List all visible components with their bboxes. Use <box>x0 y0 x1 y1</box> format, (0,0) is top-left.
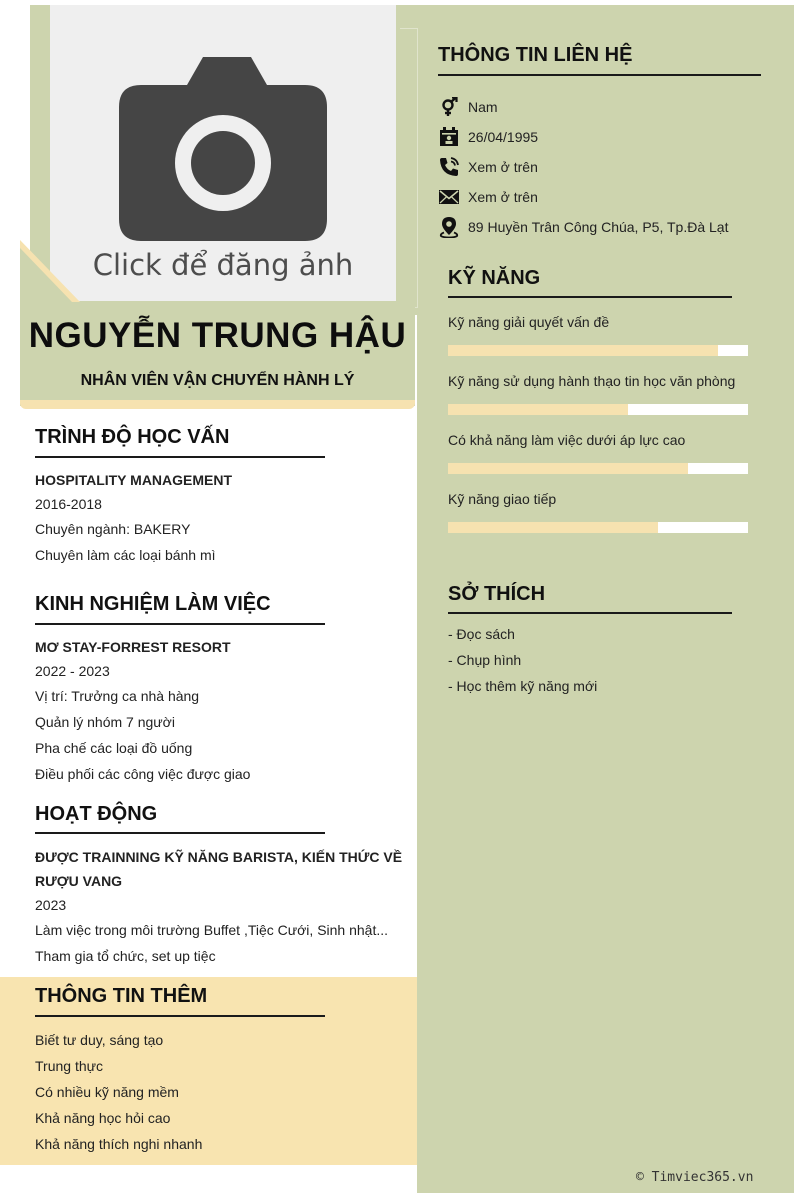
camera-icon <box>119 57 327 241</box>
experience-company: MƠ STAY-FORREST RESORT <box>35 639 231 655</box>
skill-label: Kỹ năng giải quyết vấn đề <box>448 314 610 330</box>
activity-year: 2023 <box>35 897 67 913</box>
mail-icon <box>438 186 460 208</box>
upload-photo-label: Click để đăng ảnh <box>92 248 354 282</box>
job-title: NHÂN VIÊN VẬN CHUYỂN HÀNH LÝ <box>80 372 355 389</box>
extra-info-line: Khả năng học hỏi cao <box>35 1110 171 1126</box>
extra-info-line: Trung thực <box>35 1058 103 1074</box>
skill-bar-fill <box>448 345 718 356</box>
contact-heading: THÔNG TIN LIÊN HỆ <box>438 44 633 66</box>
activity-line: Làm việc trong môi trường Buffet ,Tiệc Cưới, Sinh nhật... <box>35 922 389 938</box>
skill-label: Kỹ năng sử dụng hành thạo tin học văn phòng <box>448 373 736 389</box>
education-detail: Chuyên làm các loại bánh mì <box>35 547 216 563</box>
contact-gender <box>438 96 498 118</box>
education-school: HOSPITALITY MANAGEMENT <box>35 472 233 488</box>
hobby-item: - Đọc sách <box>448 626 515 642</box>
experience-line: Vị trí: Trưởng ca nhà hàng <box>35 688 200 704</box>
skills-heading: KỸ NĂNG <box>448 267 541 289</box>
skill-bar-fill <box>448 522 658 533</box>
contact-email[interactable] <box>438 186 538 208</box>
experience-line: Điều phối các công việc được giao <box>35 766 251 782</box>
experience-line: Quản lý nhóm 7 người <box>35 714 175 730</box>
education-heading: TRÌNH ĐỘ HỌC VẤN <box>35 426 230 448</box>
skill-label: Kỹ năng giao tiếp <box>448 491 557 507</box>
candidate-name: NGUYỄN TRUNG HẬU <box>28 316 407 355</box>
hobby-item: - Học thêm kỹ năng mới <box>448 678 598 694</box>
experience-heading: KINH NGHIỆM LÀM VIỆC <box>35 593 271 615</box>
education-major: Chuyên ngành: BAKERY <box>35 521 191 537</box>
footer-credit: © Timviec365.vn <box>636 1170 754 1185</box>
experience-period: 2022 - 2023 <box>35 663 110 679</box>
birthday-value: 26/04/1995 <box>468 129 539 145</box>
phone-value: Xem ở trên <box>468 159 538 175</box>
experience-rule <box>35 623 325 625</box>
activities-rule <box>35 832 325 834</box>
calendar-icon <box>438 126 460 148</box>
extra-info-rule <box>35 1015 325 1017</box>
hobby-item: - Chụp hình <box>448 652 522 668</box>
hobbies-heading: SỞ THÍCH <box>448 583 546 605</box>
ribbon-fold-decoration <box>20 240 420 310</box>
email-value: Xem ở trên <box>468 189 538 205</box>
extra-info-line: Có nhiều kỹ năng mềm <box>35 1084 179 1100</box>
skill-label: Có khả năng làm việc dưới áp lực cao <box>448 432 686 448</box>
name-banner-edge <box>20 400 415 409</box>
education-rule <box>35 456 325 458</box>
experience-line: Pha chế các loại đồ uống <box>35 740 193 756</box>
hobbies-rule <box>448 612 732 614</box>
skill-bar <box>448 404 748 415</box>
skill-bar-fill <box>448 463 688 474</box>
gender-value: Nam <box>468 99 498 115</box>
contact-phone[interactable] <box>438 156 538 178</box>
activities-heading: HOẠT ĐỘNG <box>35 803 158 825</box>
activity-line: Tham gia tổ chức, set up tiệc <box>35 948 216 964</box>
location-pin-icon <box>438 216 460 238</box>
contact-address <box>438 216 728 238</box>
skill-bar <box>448 522 748 533</box>
gender-icon <box>438 96 460 118</box>
skill-bar <box>448 345 748 356</box>
skill-bar-fill <box>448 404 628 415</box>
skills-rule <box>448 296 732 298</box>
extra-info-line: Khả năng thích nghi nhanh <box>35 1136 203 1152</box>
address-value: 89 Huyền Trân Công Chúa, P5, Tp.Đà Lạt <box>468 219 729 235</box>
skill-bar <box>448 463 748 474</box>
education-period: 2016-2018 <box>35 496 102 512</box>
contact-rule <box>438 74 761 76</box>
extra-info-heading: THÔNG TIN THÊM <box>35 985 208 1007</box>
contact-birthday <box>438 126 538 148</box>
extra-info-line: Biết tư duy, sáng tạo <box>35 1032 164 1048</box>
activity-title-line1: ĐƯỢC TRAINNING KỸ NĂNG BARISTA, KIẾN THỨC VỀ <box>35 849 403 865</box>
phone-icon <box>438 156 460 178</box>
activity-title-line2: RƯỢU VANG <box>35 873 123 889</box>
